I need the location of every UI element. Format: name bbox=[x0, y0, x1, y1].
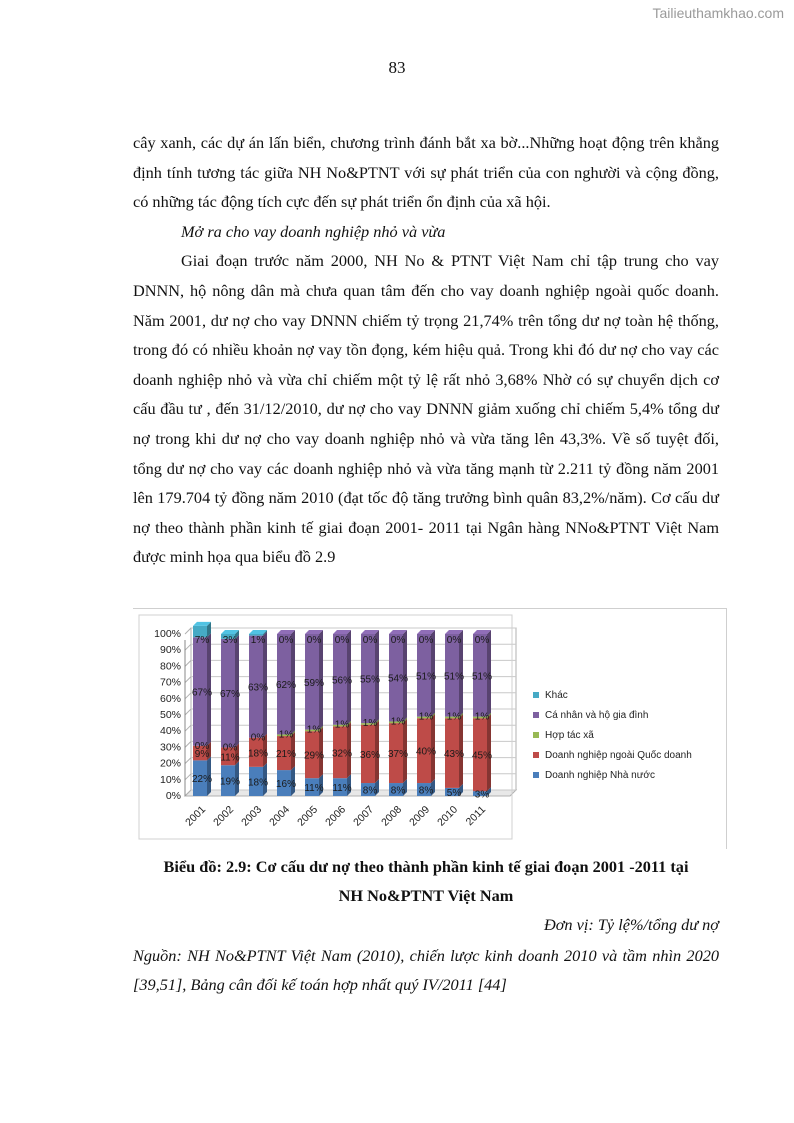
data-label: 1% bbox=[362, 718, 378, 730]
y-tick-label: 80% bbox=[159, 660, 181, 673]
legend-label: Hợp tác xã bbox=[545, 729, 594, 741]
data-label: 1% bbox=[418, 711, 434, 723]
y-tick-label: 40% bbox=[159, 725, 181, 738]
x-tick-label: 2009 bbox=[407, 803, 433, 829]
data-label: 0% bbox=[306, 634, 322, 646]
gridline-side bbox=[185, 677, 191, 683]
data-label: 8% bbox=[418, 785, 434, 797]
legend-item bbox=[533, 685, 723, 705]
data-label: 0% bbox=[390, 634, 406, 646]
data-label: 67% bbox=[219, 689, 241, 701]
y-tick-label: 20% bbox=[159, 757, 181, 770]
section-heading: Mở ra cho vay doanh nghiệp nhỏ và vừa bbox=[181, 221, 446, 241]
x-tick-label: 2003 bbox=[239, 803, 265, 829]
watermark: Tailieuthamkhao.com bbox=[652, 5, 784, 21]
legend-swatch bbox=[533, 692, 539, 698]
caption-line-2: NH No&PTNT Việt Nam bbox=[338, 886, 514, 905]
data-label: 11% bbox=[304, 783, 324, 795]
data-label: 1% bbox=[334, 719, 350, 731]
caption-line-1: Biểu đồ: 2.9: Cơ cấu dư nợ theo thành phần kinh tế giai đoạn 2001 -2011 tại bbox=[163, 857, 689, 876]
data-label: 29% bbox=[303, 750, 325, 762]
data-label: 18% bbox=[247, 748, 269, 760]
data-label: 0% bbox=[446, 634, 462, 646]
y-tick-label: 0% bbox=[165, 790, 181, 802]
legend-swatch bbox=[533, 712, 539, 718]
chart-container bbox=[133, 608, 727, 849]
y-tick-label: 60% bbox=[159, 692, 181, 705]
data-label: 67% bbox=[191, 687, 213, 699]
legend-item bbox=[533, 705, 723, 725]
x-tick-label: 2005 bbox=[295, 803, 321, 829]
data-label: 54% bbox=[387, 673, 409, 685]
legend-item bbox=[533, 745, 723, 765]
legend-label: Doanh nghiệp ngoài Quốc doanh bbox=[545, 749, 692, 761]
y-tick-label: 70% bbox=[159, 676, 181, 689]
data-label: 8% bbox=[390, 785, 406, 797]
y-tick-label: 90% bbox=[159, 644, 181, 657]
data-label: 1% bbox=[390, 716, 406, 728]
y-tick-label: 30% bbox=[159, 741, 181, 754]
data-label: 19% bbox=[219, 776, 241, 788]
legend-label: Cá nhân và hộ gia đình bbox=[545, 709, 649, 721]
legend-item bbox=[533, 765, 723, 785]
paragraph-2: Giai đoạn trước năm 2000, NH No & PTNT Việt Nam chỉ tập trung cho vay DNNN, hộ nông dân mà chưa quan tâm đến cho vay doanh nghiệp ngoài quốc doanh. Năm 2001, dư nợ cho vay DNNN chiếm tỷ trọng 21,74% trên tổng dư nợ toàn hệ thống, trong đó có nhiều khoản nợ vay tồn đọng, kém hiệu quả. Trong khi đó dư nợ cho vay các doanh nghiệp nhỏ và vừa chỉ chiếm một tỷ lệ rất nhỏ 3,68% Nhờ có sự chuyển dịch cơ cấu đầu tư , đến 31/12/2010, dư nợ cho vay DNNN giảm xuống chỉ chiếm 5,4% tổng dư nợ trong khi dư nợ cho vay doanh nghiệp nhỏ và vừa tăng lên 43,3%. Về số tuyệt đối, tổng dư nợ cho vay các doanh nghiệp nhỏ và vừa tăng mạnh từ 2.211 tỷ đồng năm 2001 lên 179.704 tỷ đồng năm 2010 (đạt tốc độ tăng trưởng bình quân 83,2%/năm). Cơ cấu dư nợ theo thành phần kinh tế giai đoạn 2001- 2011 tại Ngân hàng NNo&PTNT Việt Nam được minh họa qua biểu đồ 2.9 bbox=[133, 251, 719, 567]
data-label: 40% bbox=[415, 746, 437, 758]
y-tick-label: 50% bbox=[159, 709, 181, 721]
gridline-side bbox=[185, 709, 191, 715]
paragraph-1: cây xanh, các dự án lấn biển, chương trình đánh bắt xa bờ...Những hoạt động trên khẳng định tính tương tác giữa NH No&PTNT với sự phát triển của con nghười và cộng đồng, có những tác động tích cực đến sự phát triển ổn định của xã hội. bbox=[133, 133, 719, 212]
data-label: 0% bbox=[250, 732, 266, 744]
gridline-side bbox=[185, 758, 191, 764]
data-label: 18% bbox=[247, 777, 269, 789]
page-number: 83 bbox=[388, 58, 406, 77]
data-label: 55% bbox=[359, 674, 381, 686]
gridline-side bbox=[185, 693, 191, 699]
data-label: 51% bbox=[443, 671, 465, 683]
data-label: 43% bbox=[443, 749, 465, 761]
data-label: 0% bbox=[278, 634, 294, 646]
data-label: 0% bbox=[474, 634, 490, 646]
data-label: 1% bbox=[474, 711, 490, 723]
data-label: 45% bbox=[471, 750, 493, 762]
legend-item bbox=[533, 725, 723, 745]
data-label: 9% bbox=[194, 749, 210, 761]
data-label: 7% bbox=[194, 634, 210, 646]
body-text bbox=[133, 128, 719, 572]
legend-label: Khác bbox=[545, 689, 568, 701]
legend-label: Doanh nghiệp Nhà nước bbox=[545, 769, 655, 781]
data-label: 51% bbox=[415, 671, 437, 683]
gridline-side bbox=[185, 741, 191, 747]
data-label: 3% bbox=[474, 789, 490, 801]
data-label: 59% bbox=[303, 677, 325, 689]
y-tick-label: 10% bbox=[159, 773, 181, 786]
legend-swatch bbox=[533, 772, 539, 778]
data-label: 56% bbox=[331, 675, 353, 687]
chart-caption bbox=[133, 852, 719, 910]
data-label: 11% bbox=[220, 752, 240, 764]
data-label: 51% bbox=[471, 671, 493, 683]
data-label: 11% bbox=[332, 783, 352, 795]
x-tick-label: 2011 bbox=[463, 803, 489, 829]
gridline-side bbox=[185, 644, 191, 650]
data-label: 32% bbox=[331, 748, 353, 760]
data-label: 37% bbox=[387, 749, 409, 761]
x-tick-label: 2010 bbox=[435, 803, 461, 829]
data-label: 1% bbox=[446, 711, 462, 723]
data-label: 0% bbox=[194, 740, 210, 752]
data-label: 3% bbox=[222, 634, 238, 646]
data-label: 16% bbox=[275, 779, 297, 791]
x-tick-label: 2007 bbox=[351, 803, 377, 829]
x-tick-label: 2004 bbox=[267, 803, 293, 829]
legend-swatch bbox=[533, 732, 539, 738]
x-tick-label: 2008 bbox=[379, 803, 405, 829]
gridline-side bbox=[185, 660, 191, 666]
data-label: 5% bbox=[446, 787, 462, 799]
legend-swatch bbox=[533, 752, 539, 758]
data-label: 62% bbox=[275, 680, 297, 692]
data-label: 0% bbox=[334, 634, 350, 646]
chart-legend bbox=[533, 685, 723, 785]
data-label: 0% bbox=[418, 634, 434, 646]
data-label: 1% bbox=[278, 729, 294, 741]
data-label: 21% bbox=[275, 749, 297, 761]
data-label: 63% bbox=[247, 682, 269, 694]
source-note: Nguồn: NH No&PTNT Việt Nam (2010), chiến lược kinh doanh 2010 và tầm nhìn 2020 [39,51], Bảng cân đối kế toán hợp nhất quý IV/2011 [44] bbox=[133, 946, 719, 994]
data-label: 1% bbox=[250, 634, 266, 646]
x-tick-label: 2006 bbox=[323, 803, 349, 829]
gridline-side bbox=[185, 774, 191, 780]
gridline-side bbox=[185, 628, 191, 634]
y-tick-label: 100% bbox=[154, 628, 181, 640]
data-label: 22% bbox=[191, 774, 213, 786]
unit-note: Đơn vị: Tỷ lệ%/tổng dư nợ bbox=[543, 915, 719, 934]
data-label: 8% bbox=[362, 785, 378, 797]
data-label: 0% bbox=[222, 742, 238, 754]
x-tick-label: 2002 bbox=[211, 803, 237, 829]
gridline-side bbox=[185, 725, 191, 731]
data-label: 36% bbox=[359, 749, 381, 761]
data-label: 0% bbox=[362, 634, 378, 646]
x-tick-label: 2001 bbox=[183, 803, 209, 829]
data-label: 1% bbox=[306, 724, 322, 736]
